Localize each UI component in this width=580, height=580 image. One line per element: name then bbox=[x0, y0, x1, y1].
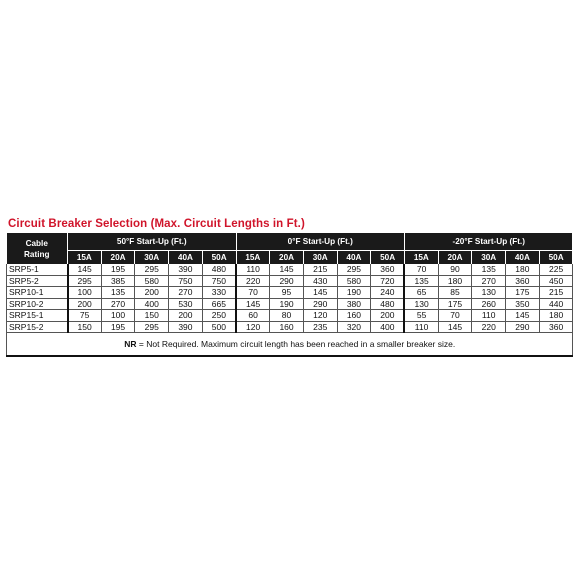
cable-cell: SRP10-2 bbox=[7, 298, 68, 310]
value-cell: 135 bbox=[404, 275, 438, 287]
value-cell: 220 bbox=[472, 321, 506, 333]
value-cell: 290 bbox=[506, 321, 540, 333]
value-cell: 160 bbox=[270, 321, 304, 333]
amp-header: 20A bbox=[438, 251, 472, 265]
header-amp-row bbox=[7, 251, 573, 265]
amp-header: 40A bbox=[506, 251, 540, 265]
amp-header: 15A bbox=[68, 251, 102, 265]
amp-header: 50A bbox=[371, 251, 405, 265]
footnote bbox=[7, 333, 573, 357]
value-cell: 55 bbox=[404, 310, 438, 322]
table-row bbox=[7, 264, 573, 275]
value-cell: 750 bbox=[202, 275, 236, 287]
amp-header: 50A bbox=[202, 251, 236, 265]
value-cell: 400 bbox=[135, 298, 169, 310]
value-cell: 360 bbox=[506, 275, 540, 287]
value-cell: 195 bbox=[101, 264, 135, 275]
amp-header: 30A bbox=[135, 251, 169, 265]
value-cell: 175 bbox=[506, 287, 540, 299]
amp-header: 40A bbox=[337, 251, 371, 265]
value-cell: 580 bbox=[337, 275, 371, 287]
value-cell: 500 bbox=[202, 321, 236, 333]
value-cell: 200 bbox=[68, 298, 102, 310]
value-cell: 360 bbox=[539, 321, 573, 333]
value-cell: 180 bbox=[539, 310, 573, 322]
value-cell: 360 bbox=[371, 264, 405, 275]
footnote-row bbox=[7, 333, 573, 357]
value-cell: 75 bbox=[68, 310, 102, 322]
value-cell: 80 bbox=[270, 310, 304, 322]
amp-header: 20A bbox=[101, 251, 135, 265]
amp-header: 40A bbox=[169, 251, 203, 265]
value-cell: 240 bbox=[371, 287, 405, 299]
value-cell: 220 bbox=[236, 275, 270, 287]
cable-rating-header: Cable Rating bbox=[7, 233, 68, 264]
value-cell: 330 bbox=[202, 287, 236, 299]
value-cell: 720 bbox=[371, 275, 405, 287]
cable-cell: SRP15-2 bbox=[7, 321, 68, 333]
value-cell: 480 bbox=[202, 264, 236, 275]
table-row bbox=[7, 287, 573, 299]
value-cell: 380 bbox=[337, 298, 371, 310]
value-cell: 65 bbox=[404, 287, 438, 299]
value-cell: 270 bbox=[472, 275, 506, 287]
value-cell: 150 bbox=[135, 310, 169, 322]
cable-cell: SRP15-1 bbox=[7, 310, 68, 322]
value-cell: 190 bbox=[270, 298, 304, 310]
value-cell: 60 bbox=[236, 310, 270, 322]
value-cell: 195 bbox=[101, 321, 135, 333]
amp-header: 50A bbox=[539, 251, 573, 265]
value-cell: 180 bbox=[506, 264, 540, 275]
value-cell: 160 bbox=[337, 310, 371, 322]
value-cell: 235 bbox=[303, 321, 337, 333]
value-cell: 385 bbox=[101, 275, 135, 287]
value-cell: 95 bbox=[270, 287, 304, 299]
value-cell: 320 bbox=[337, 321, 371, 333]
group-header-50f: 50°F Start-Up (Ft.) bbox=[68, 233, 237, 251]
value-cell: 215 bbox=[303, 264, 337, 275]
value-cell: 295 bbox=[135, 321, 169, 333]
value-cell: 200 bbox=[169, 310, 203, 322]
table-row bbox=[7, 298, 573, 310]
value-cell: 350 bbox=[506, 298, 540, 310]
value-cell: 175 bbox=[438, 298, 472, 310]
table-title: Circuit Breaker Selection (Max. Circuit Lengths in Ft.) bbox=[8, 218, 305, 230]
value-cell: 180 bbox=[438, 275, 472, 287]
value-cell: 90 bbox=[438, 264, 472, 275]
cable-cell: SRP10-1 bbox=[7, 287, 68, 299]
value-cell: 390 bbox=[169, 264, 203, 275]
value-cell: 480 bbox=[371, 298, 405, 310]
value-cell: 190 bbox=[337, 287, 371, 299]
value-cell: 290 bbox=[270, 275, 304, 287]
header-group-row bbox=[7, 233, 573, 251]
value-cell: 145 bbox=[506, 310, 540, 322]
value-cell: 250 bbox=[202, 310, 236, 322]
value-cell: 750 bbox=[169, 275, 203, 287]
value-cell: 135 bbox=[101, 287, 135, 299]
value-cell: 665 bbox=[202, 298, 236, 310]
value-cell: 130 bbox=[472, 287, 506, 299]
value-cell: 70 bbox=[236, 287, 270, 299]
value-cell: 110 bbox=[472, 310, 506, 322]
value-cell: 85 bbox=[438, 287, 472, 299]
value-cell: 295 bbox=[337, 264, 371, 275]
table-row bbox=[7, 275, 573, 287]
table-row bbox=[7, 321, 573, 333]
value-cell: 215 bbox=[539, 287, 573, 299]
value-cell: 70 bbox=[404, 264, 438, 275]
value-cell: 145 bbox=[270, 264, 304, 275]
value-cell: 430 bbox=[303, 275, 337, 287]
value-cell: 100 bbox=[101, 310, 135, 322]
value-cell: 440 bbox=[539, 298, 573, 310]
value-cell: 200 bbox=[371, 310, 405, 322]
group-header-0f: 0°F Start-Up (Ft.) bbox=[236, 233, 404, 251]
value-cell: 145 bbox=[438, 321, 472, 333]
table-body bbox=[7, 264, 573, 333]
value-cell: 150 bbox=[68, 321, 102, 333]
value-cell: 110 bbox=[236, 264, 270, 275]
value-cell: 295 bbox=[68, 275, 102, 287]
amp-header: 15A bbox=[236, 251, 270, 265]
value-cell: 580 bbox=[135, 275, 169, 287]
value-cell: 400 bbox=[371, 321, 405, 333]
value-cell: 70 bbox=[438, 310, 472, 322]
value-cell: 260 bbox=[472, 298, 506, 310]
value-cell: 450 bbox=[539, 275, 573, 287]
value-cell: 390 bbox=[169, 321, 203, 333]
value-cell: 135 bbox=[472, 264, 506, 275]
value-cell: 200 bbox=[135, 287, 169, 299]
footnote-term: NR bbox=[124, 339, 137, 349]
value-cell: 145 bbox=[236, 298, 270, 310]
value-cell: 100 bbox=[68, 287, 102, 299]
value-cell: 290 bbox=[303, 298, 337, 310]
value-cell: 120 bbox=[303, 310, 337, 322]
value-cell: 225 bbox=[539, 264, 573, 275]
value-cell: 530 bbox=[169, 298, 203, 310]
value-cell: 120 bbox=[236, 321, 270, 333]
group-header-minus20f: -20°F Start-Up (Ft.) bbox=[404, 233, 573, 251]
table-row bbox=[7, 310, 573, 322]
value-cell: 295 bbox=[135, 264, 169, 275]
amp-header: 30A bbox=[472, 251, 506, 265]
footnote-text: = Not Required. Maximum circuit length has been reached in a smaller breaker size. bbox=[136, 339, 456, 349]
value-cell: 145 bbox=[303, 287, 337, 299]
value-cell: 270 bbox=[169, 287, 203, 299]
value-cell: 145 bbox=[68, 264, 102, 275]
amp-header: 15A bbox=[404, 251, 438, 265]
circuit-breaker-table bbox=[6, 233, 573, 357]
amp-header: 20A bbox=[270, 251, 304, 265]
value-cell: 110 bbox=[404, 321, 438, 333]
value-cell: 130 bbox=[404, 298, 438, 310]
cable-cell: SRP5-2 bbox=[7, 275, 68, 287]
amp-header: 30A bbox=[303, 251, 337, 265]
cable-cell: SRP5-1 bbox=[7, 264, 68, 275]
value-cell: 270 bbox=[101, 298, 135, 310]
